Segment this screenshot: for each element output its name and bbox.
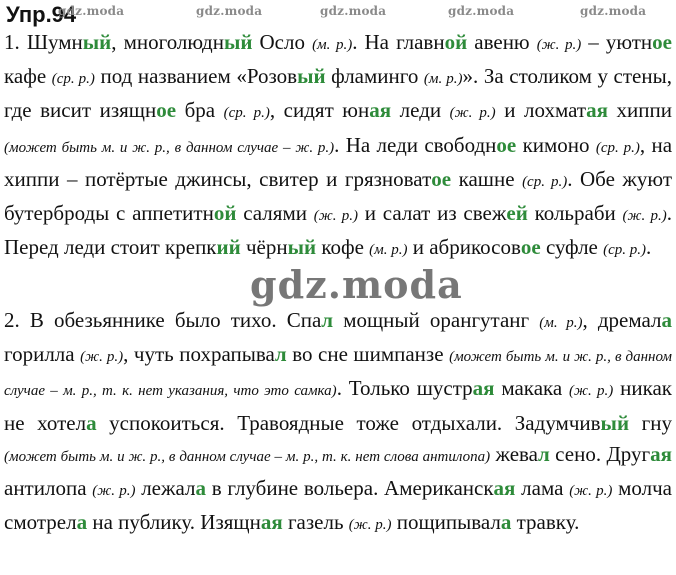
gender-note: (м. р.) <box>369 242 408 259</box>
text-run: хиппи <box>607 98 672 123</box>
text-run: . На главн <box>352 30 445 54</box>
ending-highlight: ый <box>82 30 112 54</box>
gender-note: (ж. р.) <box>536 37 582 53</box>
text-run: мощный орангутанг <box>333 308 540 332</box>
ending-highlight: ое <box>431 166 452 191</box>
text-run: гну <box>629 410 673 435</box>
text-run: , чуть похрапыва <box>123 342 275 367</box>
text-run: авеню <box>467 30 537 54</box>
text-run: кимоно <box>516 132 596 157</box>
gender-note: (ж. р.) <box>80 349 124 366</box>
ending-highlight: л <box>274 342 287 367</box>
text-run: во сне шимпанзе <box>286 342 450 367</box>
ending-highlight: ая <box>472 376 495 401</box>
text-run: никак не хотел <box>4 376 672 435</box>
ending-highlight: ая <box>650 441 672 466</box>
ending-highlight: ей <box>506 201 528 226</box>
ending-highlight: л <box>321 308 334 332</box>
text-run: , на хиппи – потёртые джинсы, свитер и грязноват <box>4 132 673 191</box>
text-run: ». За столиком у стены, где висит изящн <box>4 64 672 123</box>
ending-highlight: а <box>500 510 512 535</box>
text-run: кафе <box>4 64 52 89</box>
ending-highlight: ое <box>652 30 672 54</box>
text-run: антилопа <box>4 476 93 501</box>
gender-note: (ж. р.) <box>449 105 496 122</box>
gender-note: (ж. р.) <box>622 208 667 225</box>
ending-highlight: ое <box>496 132 517 157</box>
text-run: газель <box>282 510 349 535</box>
ending-highlight: а <box>195 476 206 501</box>
ending-highlight: ая <box>493 476 516 501</box>
text-run: сено. Друг <box>549 441 651 466</box>
text-run: фламинго <box>325 64 424 89</box>
gender-note: (может быть м. и ж. р., в данном случае – ж. р.) <box>4 139 335 156</box>
text-run: травку. <box>511 510 580 535</box>
text-run: , дремал <box>582 308 662 332</box>
paragraph-1 <box>4 27 672 266</box>
text-run: салями <box>236 201 314 226</box>
text-run: леди <box>391 98 450 123</box>
watermark-small: gdz.moda <box>58 4 125 18</box>
text-run: , многолюдн <box>111 30 224 54</box>
text-run: кашне <box>451 166 523 191</box>
watermark-small: gdz.moda <box>580 4 647 18</box>
text-run: лежал <box>135 476 196 501</box>
watermark-small: gdz.moda <box>196 4 263 18</box>
ending-highlight: ий <box>216 235 241 260</box>
ending-highlight: ой <box>213 201 237 226</box>
text-run: – уютн <box>581 30 653 54</box>
ending-highlight: ая <box>260 510 283 535</box>
text-run: и абрикосов <box>407 235 521 260</box>
ending-highlight: ая <box>586 98 608 123</box>
ending-highlight: а <box>86 410 97 435</box>
ending-highlight: а <box>76 510 88 535</box>
text-run: . На леди свободн <box>334 132 497 157</box>
text-run: 1. Шумн <box>4 30 83 54</box>
text-run: . Только шустр <box>336 376 473 401</box>
text-run: . <box>646 235 652 260</box>
gender-note: (ж. р.) <box>313 208 358 225</box>
gender-note: (может быть м. и ж. р., в данном случае – м. р., т. к. нет слова антилопа) <box>4 448 491 465</box>
text-run: под названием «Розов <box>94 64 298 89</box>
text-run: . Обе жуют бутерброды с аппетитн <box>4 166 672 226</box>
ending-highlight: ый <box>297 64 326 89</box>
text-run: макака <box>494 376 570 401</box>
text-run: бра <box>176 98 224 123</box>
text-run: на публику. Изящн <box>87 510 261 535</box>
ending-highlight: ый <box>287 235 317 260</box>
gender-note: (ср. р.) <box>522 173 568 190</box>
watermark-small: gdz.moda <box>448 4 515 18</box>
ending-highlight: ая <box>369 98 392 123</box>
watermark-large: gdz.moda <box>250 262 463 307</box>
text-run: , сидят юн <box>269 98 370 123</box>
ending-highlight: ый <box>600 410 630 435</box>
gender-note: (может быть м. и ж. р., в данном случае – м. р., т. к. нет указания, что это самка) <box>4 349 672 400</box>
text-run: 2. В обезьяннике было тихо. Спа <box>4 308 322 332</box>
paragraph-2 <box>4 305 672 541</box>
text-run: Осло <box>252 30 313 54</box>
watermark-small: gdz.moda <box>320 4 387 18</box>
gender-note: (ж. р.) <box>569 483 613 500</box>
gender-note: (м. р.) <box>539 315 583 331</box>
exercise-title: Упр.94 <box>6 2 77 27</box>
gender-note: (ср. р.) <box>51 71 95 88</box>
text-run: чёрн <box>240 235 288 260</box>
text-run: в глубине вольера. Американск <box>206 476 494 501</box>
ending-highlight: ый <box>223 30 253 54</box>
gender-note: (м. р.) <box>423 71 463 88</box>
text-run: суфле <box>540 235 604 260</box>
gender-note: (ж. р.) <box>92 483 136 500</box>
text-run: кольраби <box>527 201 623 226</box>
text-run: и салат из свеж <box>358 201 507 226</box>
ending-highlight: ое <box>520 235 541 260</box>
gender-note: (ж. р.) <box>569 383 614 400</box>
text-run: горилла <box>4 342 81 367</box>
text-run: успокоиться. Травоядные тоже отдыхали. Задумчив <box>96 410 601 435</box>
text-run: молча смотрел <box>4 476 672 535</box>
gender-note: (ср. р.) <box>603 242 647 259</box>
text-run: лама <box>515 476 570 501</box>
ending-highlight: ое <box>156 98 177 123</box>
gender-note: (ср. р.) <box>223 105 270 122</box>
text-run: . Перед леди стоит крепк <box>4 201 673 260</box>
text-run: жева <box>490 441 538 466</box>
gender-note: (ср. р.) <box>595 139 640 156</box>
ending-highlight: л <box>538 441 550 466</box>
gender-note: (м. р.) <box>312 37 353 53</box>
text-run: и лохмат <box>495 98 587 123</box>
gender-note: (ж. р.) <box>348 517 392 534</box>
text-run: пощипывал <box>391 510 501 535</box>
ending-highlight: а <box>661 308 672 332</box>
ending-highlight: ой <box>444 30 468 54</box>
text-run: кофе <box>316 235 370 260</box>
